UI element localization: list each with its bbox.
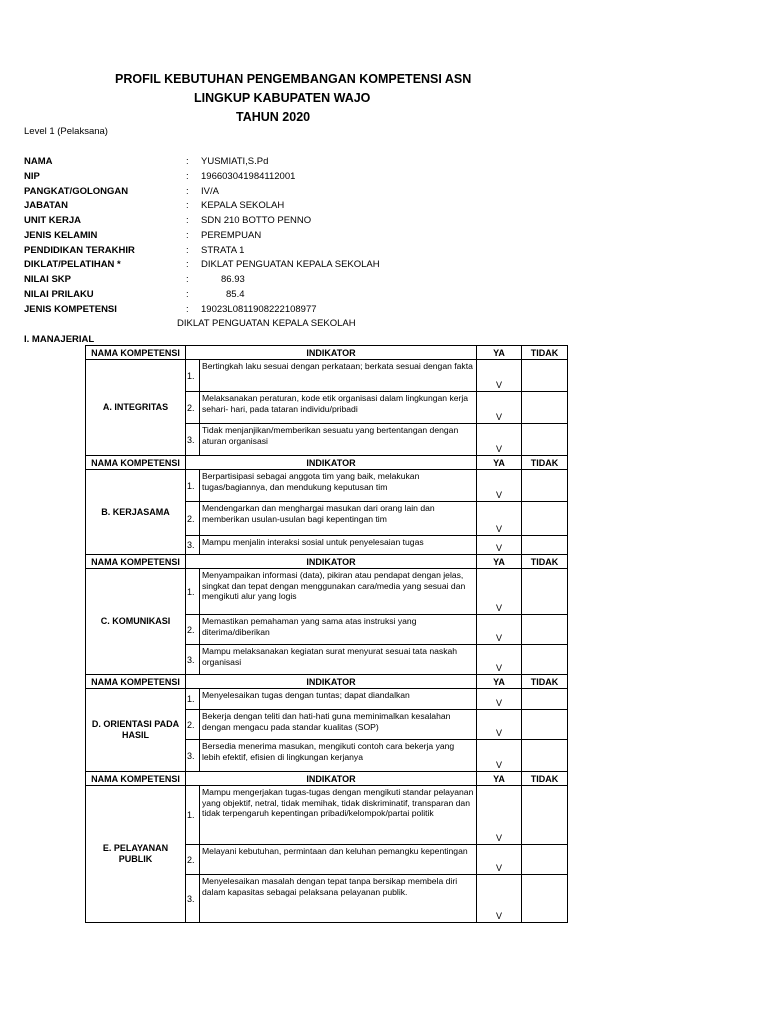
indicator-text: Mampu mengerjakan tugas-tugas dengan mengikuti standar pelayanan yang objektif, netral, tidak memihak, tidak diskriminatif, transparan dan tidak terpengaruh kepentingan pribadi/kelompok/partai politik <box>200 786 477 845</box>
indicator-text: Menyelesaikan masalah dengan tepat tanpa bersikap membela diri dalam kapasitas sebagai pelaksana pelayanan publik. <box>200 875 477 923</box>
profile-value: IV/A <box>201 185 219 197</box>
profile-row-nilai-prilaku <box>24 288 744 303</box>
header-ya: YA <box>477 675 522 689</box>
profile-value: 85.4 <box>226 288 245 300</box>
indicator-number: 3. <box>186 424 200 456</box>
ya-mark: V <box>477 875 522 923</box>
profile-row-diklat <box>24 258 744 273</box>
document-title-line-1: PROFIL KEBUTUHAN PENGEMBANGAN KOMPETENSI ASN <box>115 72 472 86</box>
ya-mark: V <box>477 569 522 615</box>
competency-name: A. INTEGRITAS <box>86 360 186 456</box>
competency-name: B. KERJASAMA <box>86 470 186 555</box>
profile-extra-line: DIKLAT PENGUATAN KEPALA SEKOLAH <box>177 318 356 329</box>
indicator-number: 2. <box>186 615 200 645</box>
tidak-cell <box>522 360 568 392</box>
ya-mark: V <box>477 424 522 456</box>
profile-row-nilai-skp <box>24 273 744 288</box>
profile-info <box>24 155 744 317</box>
tidak-cell <box>522 875 568 923</box>
header-nama-kompetensi: NAMA KOMPETENSI <box>86 456 186 470</box>
indicator-number: 1. <box>186 360 200 392</box>
indicator-number: 1. <box>186 470 200 502</box>
ya-mark: V <box>477 645 522 675</box>
profile-label: JENIS KOMPETENSI <box>24 303 117 315</box>
profile-row-jenis-kelamin <box>24 229 744 244</box>
indicator-number: 1. <box>186 689 200 710</box>
profile-value: KEPALA SEKOLAH <box>201 200 285 212</box>
table-header-row <box>86 456 568 470</box>
indicator-text: Menyelesaikan tugas dengan tuntas; dapat diandalkan <box>200 689 477 710</box>
profile-row-nama <box>24 155 744 170</box>
profile-value: YUSMIATI,S.Pd <box>201 156 269 167</box>
ya-mark: V <box>477 615 522 645</box>
table-header-row <box>86 772 568 786</box>
competency-table <box>85 345 568 923</box>
profile-colon: : <box>186 200 189 212</box>
indicator-text: Bekerja dengan teliti dan hati-hati guna meminimalkan kesalahan dengan mengacu pada standar kualitas (SOP) <box>200 710 477 740</box>
indicator-number: 1. <box>186 786 200 845</box>
tidak-cell <box>522 615 568 645</box>
profile-colon: : <box>186 215 189 226</box>
profile-colon: : <box>186 170 189 182</box>
indicator-number: 3. <box>186 536 200 555</box>
profile-label: NIP <box>24 170 40 182</box>
ya-mark: V <box>477 536 522 555</box>
profile-label: NAMA <box>24 156 53 167</box>
header-ya: YA <box>477 555 522 569</box>
table-row <box>86 470 568 502</box>
tidak-cell <box>522 645 568 675</box>
indicator-text: Melayani kebutuhan, permintaan dan keluhan pemangku kepentingan <box>200 845 477 875</box>
profile-colon: : <box>186 288 189 300</box>
header-nama-kompetensi: NAMA KOMPETENSI <box>86 346 186 360</box>
tidak-cell <box>522 392 568 424</box>
ya-mark: V <box>477 845 522 875</box>
table-row <box>86 360 568 392</box>
table-header-row <box>86 675 568 689</box>
header-indikator: INDIKATOR <box>186 675 477 689</box>
profile-value: 86.93 <box>221 274 245 285</box>
indicator-text: Mampu melaksanakan kegiatan surat menyurat sesuai tata naskah organisasi <box>200 645 477 675</box>
header-nama-kompetensi: NAMA KOMPETENSI <box>86 772 186 786</box>
header-nama-kompetensi: NAMA KOMPETENSI <box>86 555 186 569</box>
profile-row-jenis-kompetensi <box>24 303 744 318</box>
indicator-number: 2. <box>186 502 200 536</box>
indicator-number: 3. <box>186 875 200 923</box>
profile-value: STRATA 1 <box>201 244 245 256</box>
competency-name: E. PELAYANAN PUBLIK <box>86 786 186 923</box>
header-ya: YA <box>477 346 522 360</box>
profile-value: 19023L0811908222108977 <box>201 303 317 315</box>
header-indikator: INDIKATOR <box>186 772 477 786</box>
indicator-number: 2. <box>186 845 200 875</box>
tidak-cell <box>522 710 568 740</box>
profile-row-unit-kerja <box>24 214 744 229</box>
indicator-number: 1. <box>186 569 200 615</box>
header-tidak: TIDAK <box>522 346 568 360</box>
profile-label: JABATAN <box>24 200 68 212</box>
header-tidak: TIDAK <box>522 555 568 569</box>
header-tidak: TIDAK <box>522 772 568 786</box>
ya-mark: V <box>477 786 522 845</box>
header-indikator: INDIKATOR <box>186 456 477 470</box>
profile-label: PANGKAT/GOLONGAN <box>24 185 129 197</box>
indicator-text: Tidak menjanjikan/memberikan sesuatu yang bertentangan dengan aturan organisasi <box>200 424 477 456</box>
indicator-number: 2. <box>186 392 200 424</box>
tidak-cell <box>522 740 568 772</box>
profile-label: NILAI PRILAKU <box>24 288 94 300</box>
table-row <box>86 786 568 845</box>
table-header-row <box>86 555 568 569</box>
table-row <box>86 569 568 615</box>
profile-label: JENIS KELAMIN <box>24 229 98 241</box>
tidak-cell <box>522 536 568 555</box>
level-label: Level 1 (Pelaksana) <box>24 126 108 137</box>
ya-mark: V <box>477 470 522 502</box>
profile-row-jabatan <box>24 199 744 214</box>
indicator-number: 3. <box>186 740 200 772</box>
indicator-text: Bersedia menerima masukan, mengikuti contoh cara bekerja yang lebih efektif, efisien di lingkungan kerjanya <box>200 740 477 772</box>
profile-value: DIKLAT PENGUATAN KEPALA SEKOLAH <box>201 259 380 271</box>
header-indikator: INDIKATOR <box>186 346 477 360</box>
ya-mark: V <box>477 360 522 392</box>
profile-label: UNIT KERJA <box>24 215 82 226</box>
profile-colon: : <box>186 229 189 241</box>
table-header-row <box>86 346 568 360</box>
profile-label: PENDIDIKAN TERAKHIR <box>24 244 135 256</box>
tidak-cell <box>522 569 568 615</box>
indicator-text: Mendengarkan dan menghargai masukan dari orang lain dan memberikan usulan-usulan bagi kepentingan tim <box>200 502 477 536</box>
ya-mark: V <box>477 502 522 536</box>
indicator-text: Bertingkah laku sesuai dengan perkataan; berkata sesuai dengan fakta <box>200 360 477 392</box>
tidak-cell <box>522 845 568 875</box>
document-title-line-2: LINGKUP KABUPATEN WAJO <box>194 91 371 105</box>
profile-value: SDN 210 BOTTO PENNO <box>201 215 312 226</box>
table-row <box>86 689 568 710</box>
indicator-text: Memastikan pemahaman yang sama atas instruksi yang diterima/diberikan <box>200 615 477 645</box>
profile-colon: : <box>186 303 189 315</box>
competency-name: C. KOMUNIKASI <box>86 569 186 675</box>
tidak-cell <box>522 424 568 456</box>
indicator-text: Menyampaikan informasi (data), pikiran atau pendapat dengan jelas, singkat dan tepat dengan menggunakan cara/media yang sesuai dan mengikuti alur yang logis <box>200 569 477 615</box>
ya-mark: V <box>477 689 522 710</box>
header-indikator: INDIKATOR <box>186 555 477 569</box>
profile-row-pendidikan <box>24 244 744 259</box>
ya-mark: V <box>477 392 522 424</box>
profile-colon: : <box>186 156 189 167</box>
competency-name: D. ORIENTASI PADA HASIL <box>86 689 186 772</box>
profile-colon: : <box>186 259 189 271</box>
header-nama-kompetensi: NAMA KOMPETENSI <box>86 675 186 689</box>
header-tidak: TIDAK <box>522 675 568 689</box>
header-ya: YA <box>477 772 522 786</box>
profile-row-nip <box>24 170 744 185</box>
tidak-cell <box>522 502 568 536</box>
indicator-text: Mampu menjalin interaksi sosial untuk penyelesaian tugas <box>200 536 477 555</box>
document-title-line-3: TAHUN 2020 <box>236 110 311 124</box>
profile-row-pangkat <box>24 185 744 200</box>
profile-label: DIKLAT/PELATIHAN * <box>24 259 121 271</box>
ya-mark: V <box>477 710 522 740</box>
indicator-number: 2. <box>186 710 200 740</box>
indicator-number: 3. <box>186 645 200 675</box>
profile-colon: : <box>186 274 189 285</box>
indicator-text: Melaksanakan peraturan, kode etik organisasi dalam lingkungan kerja sehari- hari, pada tataran individu/pribadi <box>200 392 477 424</box>
profile-value: 196603041984112001 <box>201 170 296 182</box>
tidak-cell <box>522 470 568 502</box>
tidak-cell <box>522 786 568 845</box>
tidak-cell <box>522 689 568 710</box>
header-ya: YA <box>477 456 522 470</box>
profile-colon: : <box>186 244 189 256</box>
header-tidak: TIDAK <box>522 456 568 470</box>
ya-mark: V <box>477 740 522 772</box>
profile-label: NILAI SKP <box>24 274 71 285</box>
indicator-text: Berpartisipasi sebagai anggota tim yang baik, melakukan tugas/bagiannya, dan mendukung keputusan tim <box>200 470 477 502</box>
section-title: I. MANAJERIAL <box>24 334 95 345</box>
profile-value: PEREMPUAN <box>201 229 262 241</box>
profile-colon: : <box>186 185 189 197</box>
